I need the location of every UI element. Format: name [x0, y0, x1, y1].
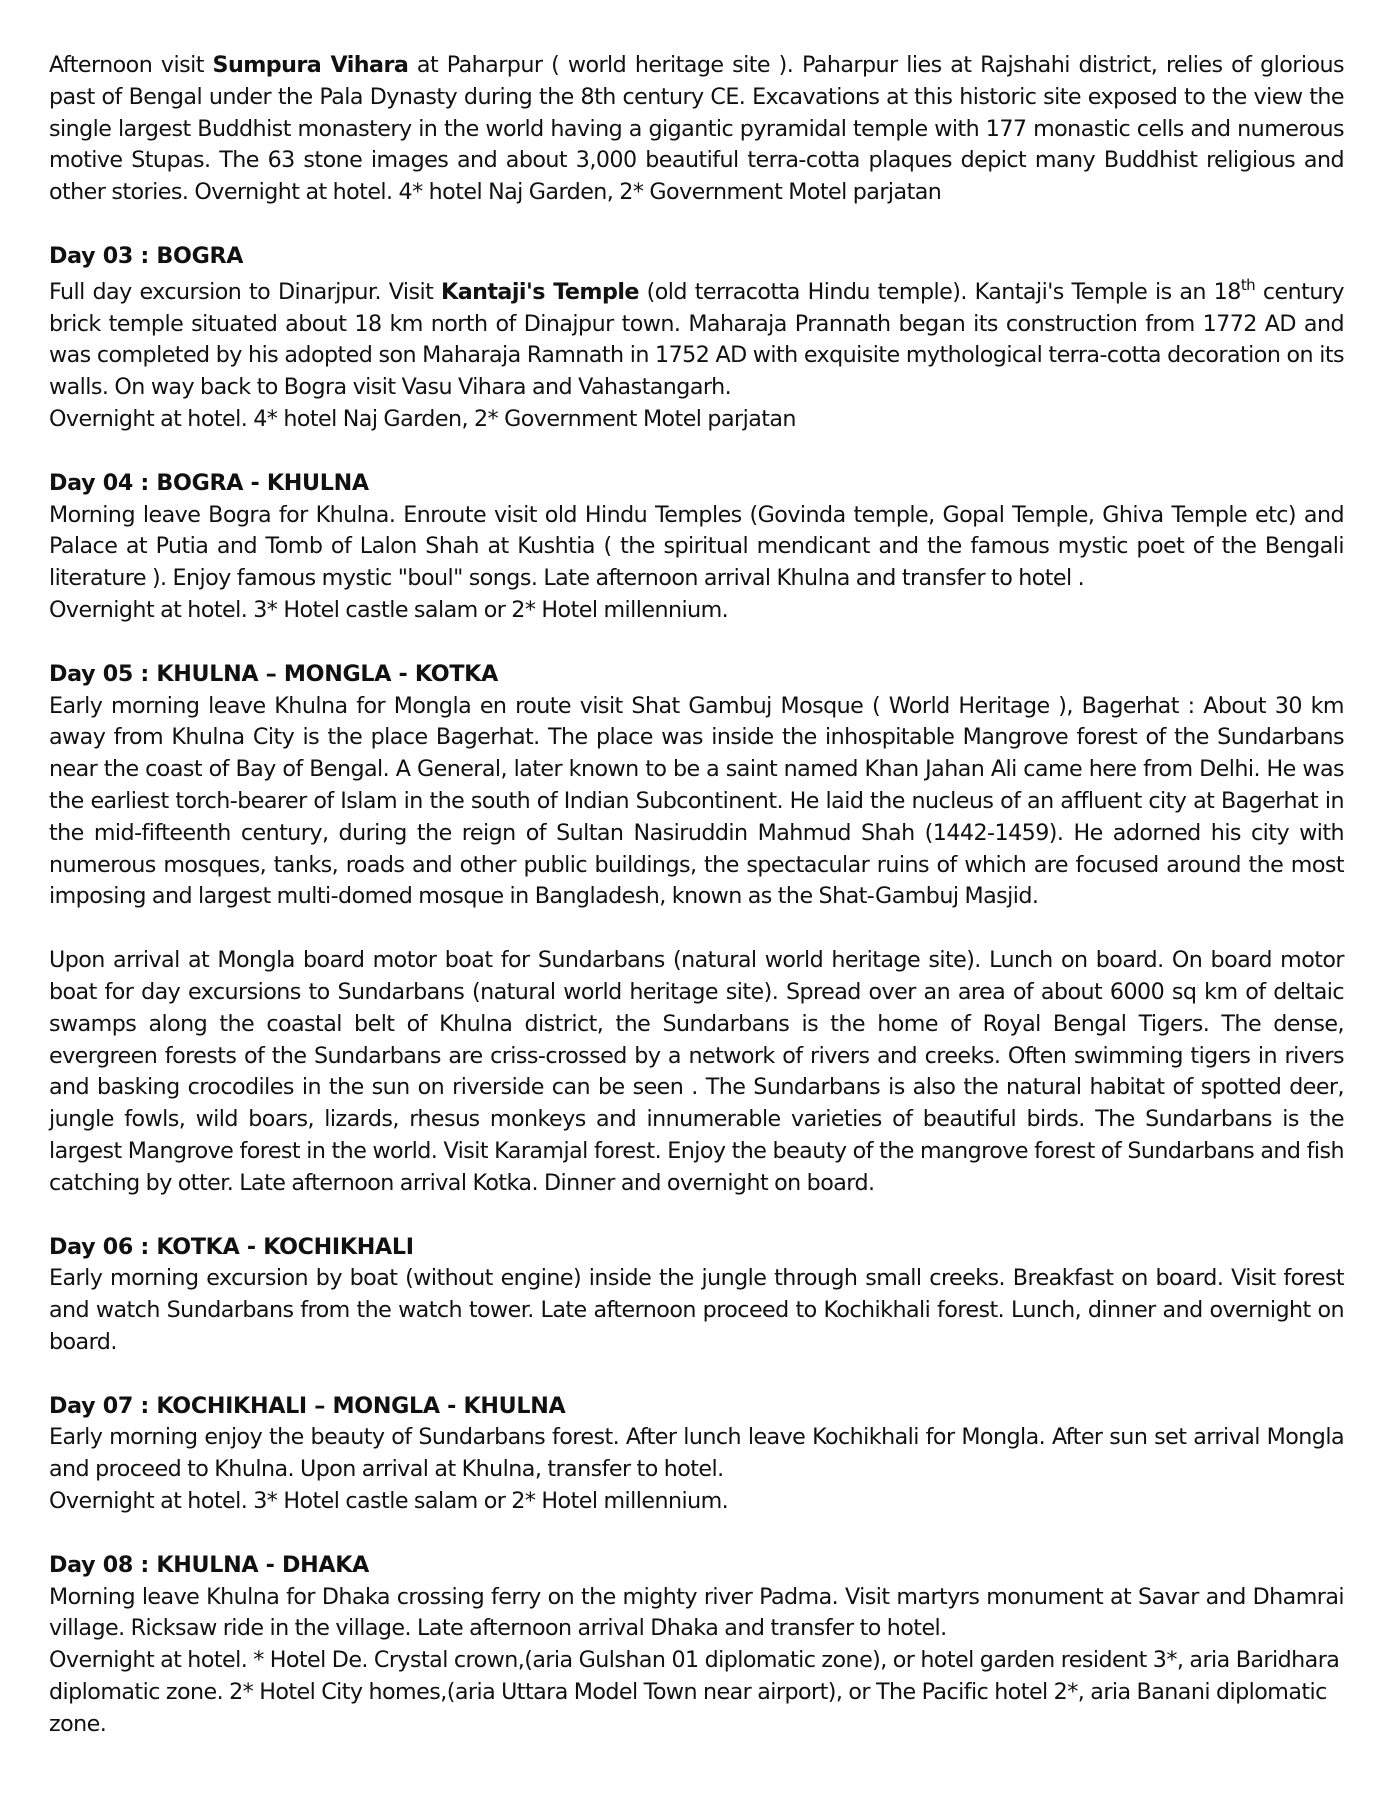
- day03-text-start: Full day excursion to Dinarjpur. Visit: [49, 278, 442, 305]
- day03-text-end: century brick temple situated about 18 km north of Dinajpur town. Maharaja Prannath began its construction from 1772 AD and was completed by his adopted son Maharaja Ramnath in 1752 AD with exquisite mythological terra-cotta decoration on its walls. On way back to Bogra visit Vasu Vihara and Vahastangarh.: [49, 278, 1344, 401]
- sumpura-vihara-name: Sumpura Vihara: [212, 52, 409, 78]
- day04-paragraph: Morning leave Bogra for Khulna. Enroute visit old Hindu Temples (Govinda temple, Gopal Temple, Ghiva Temple etc) and Palace at Putia and Tomb of Lalon Shah at Kushtia ( the spiritual mendicant and the famous mystic poet of the Bengali literature ). Enjoy famous mystic "boul" songs. Late afternoon arrival Khulna and transfer to hotel .: [49, 501, 1344, 592]
- day06-paragraph: Early morning excursion by boat (without engine) inside the jungle through small creeks. Breakfast on board. Visit forest and watch Sundarbans from the watch tower. Late afternoon proceed to Kochikhali forest. Lunch, dinner and overnight on board.: [49, 1265, 1344, 1355]
- day06-heading: Day 06 : KOTKA - KOCHIKHALI: [49, 1233, 414, 1260]
- day05-paragraph-1: Early morning leave Khulna for Mongla en route visit Shat Gambuj Mosque ( World Heritage ), Bagerhat : About 30 km away from Khulna City is the place Bagerhat. The place was inside the inhospitable Mangrove forest of the Sundarbans near the coast of Bay of Bengal. A General, later known to be a saint named Khan Jahan Ali came here from Delhi. He was the earliest torch-bearer of Islam in the south of Indian Subcontinent. He laid the nucleus of an affluent city at Bagerhat in the mid-fifteenth century, during the reign of Sultan Nasiruddin Mahmud Shah (1442-1459). He adorned his city with numerous mosques, tanks, roads and other public buildings, the spectacular ruins of which are focused around the most imposing and largest multi-domed mosque in Bangladesh, known as the Shat-Gambuj Masjid.: [49, 692, 1344, 910]
- day04-heading: Day 04 : BOGRA - KHULNA: [49, 469, 369, 496]
- intro-text-start: Afternoon visit: [49, 52, 213, 78]
- spacer: [49, 913, 1344, 945]
- intro-paragraph: [49, 50, 1344, 209]
- day04-section: [49, 468, 1344, 627]
- day05-section: [49, 659, 1344, 1200]
- ordinal-suffix: th: [1240, 275, 1256, 294]
- spacer: [49, 1518, 1344, 1550]
- day05-paragraph-2: Upon arrival at Mongla board motor boat for Sundarbans (natural world heritage site). Lunch on board. On board motor boat for day excursions to Sundarbans (natural world heritage site). Spread over an area of about 6000 sq km of deltaic swamps along the coastal belt of Khulna district, the Sundarbans is the home of Royal Bengal Tigers. The dense, evergreen forests of the Sundarbans are criss-crossed by a network of rivers and creeks. Often swimming tigers in rivers and basking crocodiles in the sun on riverside can be seen . The Sundarbans is also the natural habitat of spotted deer, jungle fowls, wild boars, lizards, rhesus monkeys and innumerable varieties of beautiful birds. The Sundarbans is the largest Mangrove forest in the world. Visit Karamjal forest. Enjoy the beauty of the mangrove forest of Sundarbans and fish catching by otter. Late afternoon arrival Kotka. Dinner and overnight on board.: [49, 947, 1344, 1196]
- day05-heading: Day 05 : KHULNA – MONGLA - KOTKA: [49, 660, 498, 687]
- intro-text-rest: at Paharpur ( world heritage site ). Paharpur lies at Rajshahi district, relies of glorious past of Bengal under the Pala Dynasty during the 8th century CE. Excavations at this historic site exposed to the view the single largest Buddhist monastery in the world having a gigantic pyramidal temple with 177 monastic cells and numerous motive Stupas. The 63 stone images and about 3,000 beautiful terra-cotta plaques depict many Buddhist religious and other stories. Overnight at hotel. 4* hotel Naj Garden, 2* Government Motel parjatan: [49, 52, 1344, 206]
- spacer: [49, 436, 1344, 468]
- spacer: [49, 1359, 1344, 1391]
- kantaji-temple-name: Kantaji's Temple: [441, 278, 639, 305]
- day07-paragraph: Early morning enjoy the beauty of Sundarbans forest. After lunch leave Kochikhali for Mongla. After sun set arrival Mongla and proceed to Khulna. Upon arrival at Khulna, transfer to hotel.: [49, 1424, 1344, 1483]
- day03-paragraph: [49, 277, 1344, 404]
- day04-overnight: Overnight at hotel. 3* Hotel castle salam or 2* Hotel millennium.: [49, 596, 729, 623]
- day03-overnight: Overnight at hotel. 4* hotel Naj Garden, 2* Government Motel parjatan: [49, 405, 796, 432]
- spacer: [49, 209, 1344, 241]
- day08-overnight: Overnight at hotel. * Hotel De. Crystal crown,(aria Gulshan 01 diplomatic zone), or hotel garden resident 3*, aria Baridhara diplomatic zone. 2* Hotel City homes,(aria Uttara Model Town near airport), or The Pacific hotel 2*, aria Banani diplomatic zone.: [49, 1647, 1340, 1737]
- spacer: [49, 1200, 1344, 1232]
- day03-section: [49, 241, 1344, 436]
- day08-section: [49, 1550, 1344, 1741]
- spacer: [49, 627, 1344, 659]
- day03-heading: Day 03 : BOGRA: [49, 242, 244, 269]
- day07-overnight: Overnight at hotel. 3* Hotel castle salam or 2* Hotel millennium.: [49, 1488, 729, 1515]
- day08-heading: Day 08 : KHULNA - DHAKA: [49, 1551, 370, 1578]
- day03-text-middle: (old terracotta Hindu temple). Kantaji's Temple is an 18: [638, 278, 1241, 305]
- day06-section: [49, 1232, 1344, 1359]
- day08-paragraph: Morning leave Khulna for Dhaka crossing ferry on the mighty river Padma. Visit martyrs monument at Savar and Dhamrai village. Ricksaw ride in the village. Late afternoon arrival Dhaka and transfer to hotel.: [49, 1583, 1344, 1642]
- day07-section: [49, 1391, 1344, 1518]
- day07-heading: Day 07 : KOCHIKHALI – MONGLA - KHULNA: [49, 1392, 566, 1419]
